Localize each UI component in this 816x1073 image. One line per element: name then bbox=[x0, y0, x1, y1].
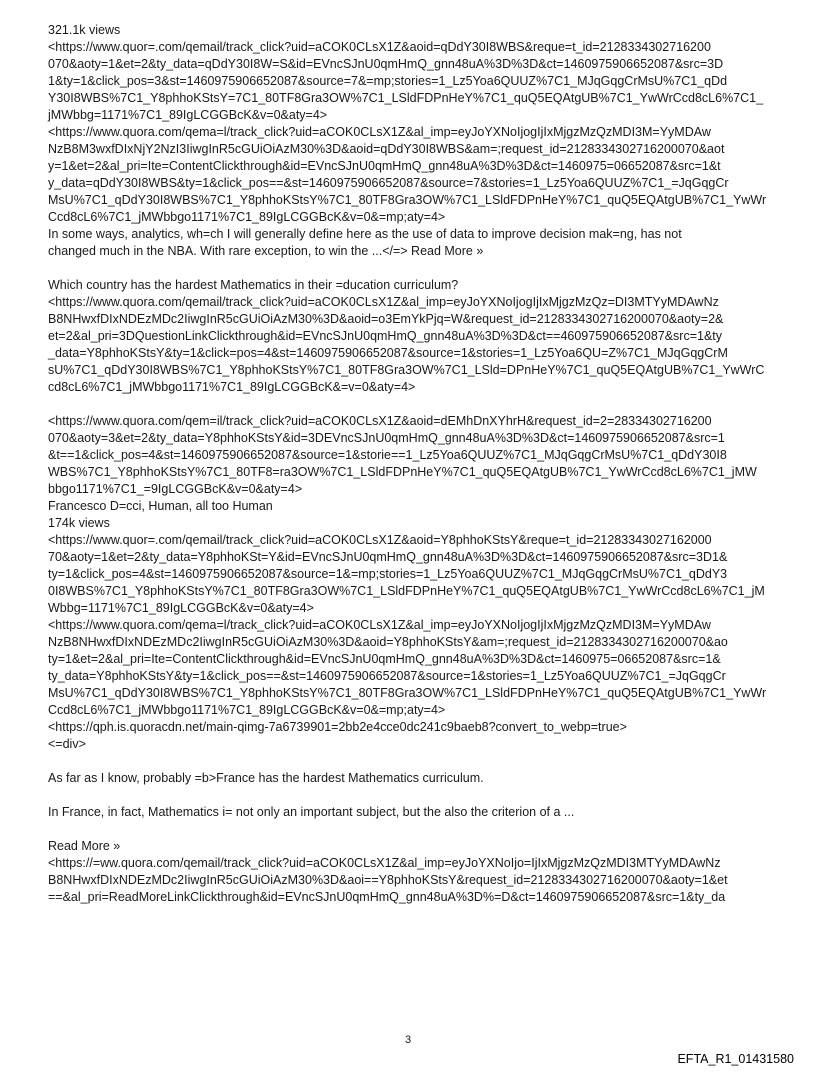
text-line: et=2&al_pri=3DQuestionLinkClickthrough&id=EVncSJnU0qmHmQ_gnn48uA%3D%3D&ct==460975906652087&src=1&ty bbox=[48, 329, 723, 343]
text-line: 070&aoty=3&et=2&ty_data=Y8phhoKStsY&id=3DEVncSJnU0qmHmQ_gnn48uA%3D%3D&ct=1460975906652087&src=1 bbox=[48, 431, 725, 445]
text-line: ty=1&click_pos=4&st=1460975906652087&source=1&=mp;stories=1_Lz5Yoa6QUUZ%7C1_MJqGqgCrMsU%7C1_qDdY3 bbox=[48, 567, 728, 581]
blank-line bbox=[48, 396, 770, 413]
text-line: cd8cL6%7C1_jMWbbgo1171%7C1_89IgLCGGBcK&=v=0&aty=4> bbox=[48, 380, 416, 394]
text-line: Read More » bbox=[48, 839, 121, 853]
text-line: <https://www.quora.com/qem=il/track_click?uid=aCOK0CLsX1Z&aoid=dEMhDnXYhrH&request_id=2=28334302716200 bbox=[48, 414, 712, 428]
text-line: y=1&et=2&al_pri=Ite=ContentClickthrough&id=EVncSJnU0qmHmQ_gnn48uA%3D%3D&ct=1460975=06652087&src=1&t bbox=[48, 159, 721, 173]
text-line: Y30I8WBS%7C1_Y8phhoKStsY=7C1_80TF8Gra3OW%7C1_LSldFDPnHeY%7C1_quQ5EQAtgUB%7C1_YwWrCcd8cL6%7C1_ bbox=[48, 91, 764, 105]
text-line: 0I8WBS%7C1_Y8phhoKStsY%7C1_80TF8Gra3OW%7C1_LSldFDPnHeY%7C1_quQ5EQAtgUB%7C1_YwWrCcd8cL6%7C1_jM bbox=[48, 584, 765, 598]
document-id: EFTA_R1_01431580 bbox=[677, 1052, 794, 1066]
text-line: changed much in the NBA. With rare exception, to win the ...</=> Read More » bbox=[48, 244, 484, 258]
text-line: _data=Y8phhoKStsY&ty=1&click=pos=4&st=1460975906652087&source=1&stories=1_Lz5Yoa6QU=Z%7C1_MJqGqgCrM bbox=[48, 346, 728, 360]
text-line: 070&aoty=1&et=2&ty_data=qDdY30I8W=S&id=EVncSJnU0qmHmQ_gnn48uA%3D%3D&ct=1460975906652087&src=3D bbox=[48, 57, 724, 71]
text-line: <https://www.quora.com/qema=l/track_click?uid=aCOK0CLsX1Z&al_imp=eyJoYXNoIjogIjIxMjgzMzQzMDI3M=YyMDAw bbox=[48, 618, 711, 632]
text-line: B8NHwxfDIxNDEzMDc2IiwgInR5cGUiOiAzM30%3D&aoi==Y8phhoKStsY&request_id=2128334302716200070&aoty=1&et bbox=[48, 873, 728, 887]
text-line: <https://www.quora.com/qemail/track_click?uid=aCOK0CLsX1Z&al_imp=eyJoYXNoIjogIjIxMjgzMzQz=DI3MTYyMDAwNz bbox=[48, 295, 719, 309]
text-line: Which country has the hardest Mathematics in their =ducation curriculum? bbox=[48, 278, 459, 292]
text-line: ==&al_pri=ReadMoreLinkClickthrough&id=EVncSJnU0qmHmQ_gnn48uA%3D%=D&ct=1460975906652087&src=1&ty_da bbox=[48, 890, 726, 904]
text-line: <https://=ww.quora.com/qemail/track_click?uid=aCOK0CLsX1Z&al_imp=eyJoYXNoIjo=IjIxMjgzMzQzMDI3MTYyMDAwNz bbox=[48, 856, 721, 870]
text-line: <https://qph.is.quoracdn.net/main-qimg-7a6739901=2bb2e4cce0dc241c9baeb8?convert_to_webp=true> bbox=[48, 720, 627, 734]
blank-line bbox=[48, 821, 770, 838]
text-line: Wbbg=1171%7C1_89IgLCGGBcK&v=0&aty=4> bbox=[48, 601, 314, 615]
text-line: 321.1k views bbox=[48, 23, 121, 37]
blank-line bbox=[48, 260, 770, 277]
text-line: NzB8M3wxfDIxNjY2NzI3IiwgInR5cGUiOiAzM30%3D&aoid=qDdY30I8WBS&am=;request_id=2128334302716200070&aot bbox=[48, 142, 725, 156]
blank-line bbox=[48, 753, 770, 770]
text-line: 174k views bbox=[48, 516, 110, 530]
text-line: &t==1&click_pos=4&st=1460975906652087&source=1&storie==1_Lz5Yoa6QUUZ%7C1_MJqGqgCrMsU%7C1_qDdY30I8 bbox=[48, 448, 727, 462]
text-line: B8NHwxfDIxNDEzMDc2IiwgInR5cGUiOiAzM30%3D&aoid=o3EmYkPjq=W&request_id=2128334302716200070&aoty=2& bbox=[48, 312, 724, 326]
text-line: NzB8NHwxfDIxNDEzMDc2IiwgInR5cGUiOiAzM30%3D&aoid=Y8phhoKStsY&am=;request_id=2128334302716200070&ao bbox=[48, 635, 728, 649]
text-line: In France, in fact, Mathematics i= not only an important subject, but the also the criterion of a ... bbox=[48, 805, 575, 819]
text-line: 1&ty=1&click_pos=3&st=1460975906652087&source=7&=mp;stories=1_Lz5Yoa6QUUZ%7C1_MJqGqgCrMsU%7C1_qDd bbox=[48, 74, 728, 88]
text-line: ty=1&et=2&al_pri=Ite=ContentClickthrough&id=EVncSJnU0qmHmQ_gnn48uA%3D%3D&ct=1460975=06652087&src=1& bbox=[48, 652, 721, 666]
text-line: <https://www.quor=.com/qemail/track_click?uid=aCOK0CLsX1Z&aoid=Y8phhoKStsY&reque=t_id=21283343027162000 bbox=[48, 533, 712, 547]
blank-line bbox=[48, 787, 770, 804]
text-line: Ccd8cL6%7C1_jMWbbgo1171%7C1_89IgLCGGBcK&v=0&=mp;aty=4> bbox=[48, 703, 446, 717]
text-line: MsU%7C1_qDdY30I8WBS%7C1_Y8phhoKStsY%7C1_80TF8Gra3OW%7C1_LSldFDPnHeY%7C1_quQ5EQAtgUB%7C1_YwWr bbox=[48, 193, 767, 207]
text-line: jMWbbg=1171%7C1_89IgLCGGBcK&v=0&aty=4> bbox=[48, 108, 328, 122]
text-line: ty_data=Y8phhoKStsY&ty=1&click_pos==&st=1460975906652087&source=1&stories=1_Lz5Yoa6QUUZ%7C1_=JqGqgCr bbox=[48, 669, 726, 683]
page-number: 3 bbox=[404, 1034, 412, 1046]
text-line: Ccd8cL6%7C1_jMWbbgo1171%7C1_89IgLCGGBcK&v=0&=mp;aty=4> bbox=[48, 210, 446, 224]
text-line: Francesco D=cci, Human, all too Human bbox=[48, 499, 273, 513]
text-line: As far as I know, probably =b>France has the hardest Mathematics curriculum. bbox=[48, 771, 484, 785]
document-body bbox=[48, 22, 770, 906]
text-line: y_data=qDdY30I8WBS&ty=1&click_pos==&st=1460975906652087&source=7&stories=1_Lz5Yoa6QUUZ%7C1_=JqGqgCr bbox=[48, 176, 729, 190]
text-line: WBS%7C1_Y8phhoKStsY%7C1_80TF8=ra3OW%7C1_LSldFDPnHeY%7C1_quQ5EQAtgUB%7C1_YwWrCcd8cL6%7C1_jMW bbox=[48, 465, 757, 479]
text-line: sU%7C1_qDdY30I8WBS%7C1_Y8phhoKStsY%7C1_80TF8Gra3OW%7C1_LSld=DPnHeY%7C1_quQ5EQAtgUB%7C1_YwWrC bbox=[48, 363, 765, 377]
text-line: 70&aoty=1&et=2&ty_data=Y8phhoKSt=Y&id=EVncSJnU0qmHmQ_gnn48uA%3D%3D&ct=1460975906652087&src=3D1& bbox=[48, 550, 728, 564]
text-line: <https://www.quora.com/qema=l/track_click?uid=aCOK0CLsX1Z&al_imp=eyJoYXNoIjogIjIxMjgzMzQzMDI3M=YyMDAw bbox=[48, 125, 711, 139]
text-line: MsU%7C1_qDdY30I8WBS%7C1_Y8phhoKStsY%7C1_80TF8Gra3OW%7C1_LSldFDPnHeY%7C1_quQ5EQAtgUB%7C1_YwWr bbox=[48, 686, 767, 700]
text-line: <https://www.quor=.com/qemail/track_click?uid=aCOK0CLsX1Z&aoid=qDdY30I8WBS&reque=t_id=2128334302716200 bbox=[48, 40, 711, 54]
text-line: <=div> bbox=[48, 737, 86, 751]
text-line: bbgo1171%7C1_=9IgLCGGBcK&v=0&aty=4> bbox=[48, 482, 303, 496]
text-line: In some ways, analytics, wh=ch I will generally define here as the use of data to improve decision mak=ng, has not bbox=[48, 227, 682, 241]
